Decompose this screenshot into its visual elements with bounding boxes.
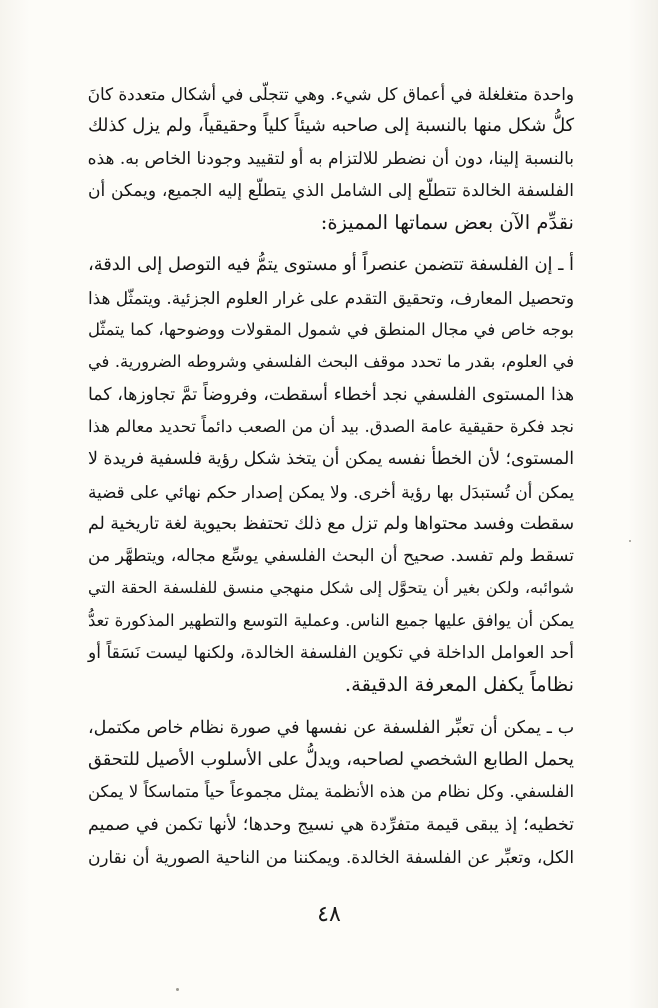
text-line: الفلسفي. وكل نظام من هذه الأنظمة يمثل مجموعاً حياً متماسكاً لا يمكن bbox=[88, 782, 574, 802]
text-line: يمكن أن يوافق عليها جميع الناس. وعملية التوسع والتطهير المذكورة تعدُّ bbox=[88, 610, 574, 630]
text-line: تخطيه؛ إذ يبقى قيمة متفرِّدة هي نسيج وحدها؛ لأنها تكمن في صميم bbox=[88, 814, 574, 835]
text-line: يمكن أن تُستبدَل بها رؤية أخرى. ولا يمكن إصدار حكم نهائي على قضية bbox=[88, 481, 574, 502]
paper-speck bbox=[176, 988, 179, 991]
text-line: كلُّ شكل منها بالنسبة إلى صاحبه شيئاً كلياً وحقيقياً، ولم يزل كذلك bbox=[88, 116, 574, 137]
text-line: نجد فكرة حقيقية عامة الصدق. بيد أن من الصعب دائماً تحديد معالم هذا bbox=[88, 416, 574, 436]
text-line: تسقط ولم تفسد. صحيح أن البحث الفلسفي يوسِّع مجاله، ويتطهَّر من bbox=[88, 546, 574, 567]
paragraph-intro bbox=[88, 78, 574, 239]
text-line: شوائبه، ولكن بغير أن يتحوَّل إلى شكل منهجي منسق للفلسفة الحقة التي bbox=[88, 578, 574, 598]
text-line: المستوى؛ لأن الخطأ نفسه يمكن أن يتخذ شكل رؤية فلسفية فريدة لا bbox=[88, 449, 574, 470]
text-line: في العلوم، بقدر ما تحدد موقف البحث الفلسفي وشروطه الضرورية. في bbox=[88, 352, 574, 372]
text-line: الفلسفة الخالدة تتطلّع إلى الشامل الذي يتطلّع إليه الجميع، ويمكن أن bbox=[88, 180, 574, 201]
text-line: بالنسبة إلينا، دون أن نضطر للالتزام به أو لتقييد وجودنا الخاص به. هذه bbox=[87, 148, 574, 169]
text-line: أحد العوامل الداخلة في تكوين الفلسفة الخالدة، ولكنها ليست نَسَقاً أو bbox=[88, 643, 574, 664]
text-line: هذا المستوى الفلسفي نجد أخطاء أسقطت، وفروضاً تمَّ تجاوزها، كما bbox=[88, 384, 574, 405]
paragraph-b bbox=[88, 712, 574, 873]
body-text bbox=[88, 78, 574, 873]
text-line: نظاماً يكفل المعرفة الدقيقة. bbox=[344, 673, 574, 697]
text-line: ب ـ يمكن أن تعبِّر الفلسفة عن نفسها في صورة نظام خاص مكتمل، bbox=[88, 717, 574, 738]
text-line: سقطت وفسد محتواها ولم تزل مع ذلك تحتفظ بحيوية لغة تاريخية لم bbox=[88, 513, 574, 534]
page-number: ٤٨ bbox=[317, 902, 341, 927]
text-line: بوجه خاص في مجال المنطق في شمول المقولات ووضوحها، كما يتمثّل bbox=[88, 320, 574, 340]
paragraph-a bbox=[88, 249, 574, 701]
text-line: يحمل الطابع الشخصي لصاحبه، ويدلُّ على الأسلوب الأصيل للتحقق bbox=[88, 749, 574, 770]
text-line: نقدِّم الآن بعض سماتها المميزة: bbox=[320, 211, 574, 235]
paper-speck bbox=[629, 540, 631, 542]
text-line: أ ـ إن الفلسفة تتضمن عنصراً أو مستوى يتمُّ فيه التوصل إلى الدقة، bbox=[88, 255, 574, 276]
text-line: وتحصيل المعارف، وتحقيق التقدم على غرار العلوم الجزئية. ويتمثّل هذا bbox=[88, 287, 574, 308]
text-line: واحدة متغلغلة في أعماق كل شيء. وهي تتجلّى في أشكال متعددة كانَ bbox=[87, 84, 574, 104]
text-line: الكل، وتعبِّر عن الفلسفة الخالدة. ويمكننا من الناحية الصورية أن نقارن bbox=[88, 846, 574, 867]
